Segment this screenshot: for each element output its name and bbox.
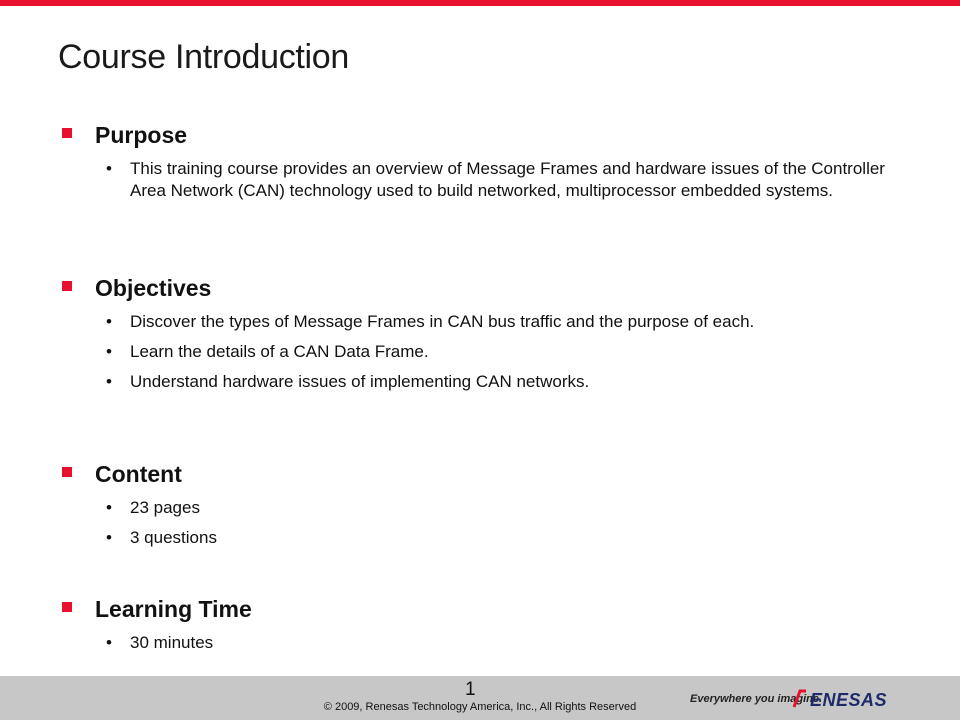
section-learning-time xyxy=(58,596,918,662)
bullet-dot: • xyxy=(106,342,112,361)
slide-title: Course Introduction xyxy=(58,38,350,76)
item-text: Understand hardware issues of implementing CAN networks. xyxy=(130,372,590,391)
page-number: 1 xyxy=(465,679,476,700)
renesas-logo xyxy=(792,689,948,714)
purpose-list xyxy=(58,158,918,202)
svg-text:ENESAS: ENESAS xyxy=(810,690,888,709)
bullet-dot: • xyxy=(106,633,112,652)
list-item xyxy=(58,341,918,363)
tagline-text: Everywhere you imagine. xyxy=(690,693,823,705)
bullet-dot: • xyxy=(106,528,112,547)
red-square-icon xyxy=(62,467,72,477)
bullet-dot: • xyxy=(106,372,112,391)
bullet-dot: • xyxy=(106,498,112,517)
top-accent-bar xyxy=(0,0,960,6)
item-text: Discover the types of Message Frames in CAN bus traffic and the purpose of each. xyxy=(130,312,755,331)
list-item xyxy=(58,497,918,519)
renesas-logo-icon xyxy=(792,689,948,709)
section-head xyxy=(58,122,918,158)
list-item xyxy=(58,158,918,202)
content-list xyxy=(58,497,918,549)
red-square-icon xyxy=(62,602,72,612)
bullet-dot: • xyxy=(106,312,112,331)
section-purpose xyxy=(58,122,918,210)
item-text: 3 questions xyxy=(130,528,217,547)
list-item xyxy=(58,527,918,549)
section-head xyxy=(58,596,918,632)
section-title-purpose: Purpose xyxy=(95,122,188,148)
objectives-list xyxy=(58,311,918,393)
section-title-learning-time: Learning Time xyxy=(95,596,252,622)
section-head xyxy=(58,461,918,497)
red-square-icon xyxy=(62,281,72,291)
section-title-objectives: Objectives xyxy=(95,275,212,301)
red-square-icon xyxy=(62,128,72,138)
learning-time-list xyxy=(58,632,918,654)
footer-bar xyxy=(0,676,960,720)
item-text: This training course provides an overview of Message Frames and hardware issues of the Controller Area Network (CAN) technology used to build networked, multiprocessor embedded systems. xyxy=(130,159,885,200)
section-content xyxy=(58,461,918,557)
item-text: 23 pages xyxy=(130,498,200,517)
section-objectives xyxy=(58,275,918,401)
section-title-content: Content xyxy=(95,461,182,487)
list-item xyxy=(58,632,918,654)
bullet-dot: • xyxy=(106,159,112,178)
list-item xyxy=(58,311,918,333)
copyright-text: © 2009, Renesas Technology America, Inc., All Rights Reserved xyxy=(323,701,637,713)
item-text: Learn the details of a CAN Data Frame. xyxy=(130,342,429,361)
item-text: 30 minutes xyxy=(130,633,214,652)
list-item xyxy=(58,371,918,393)
section-head xyxy=(58,275,918,311)
